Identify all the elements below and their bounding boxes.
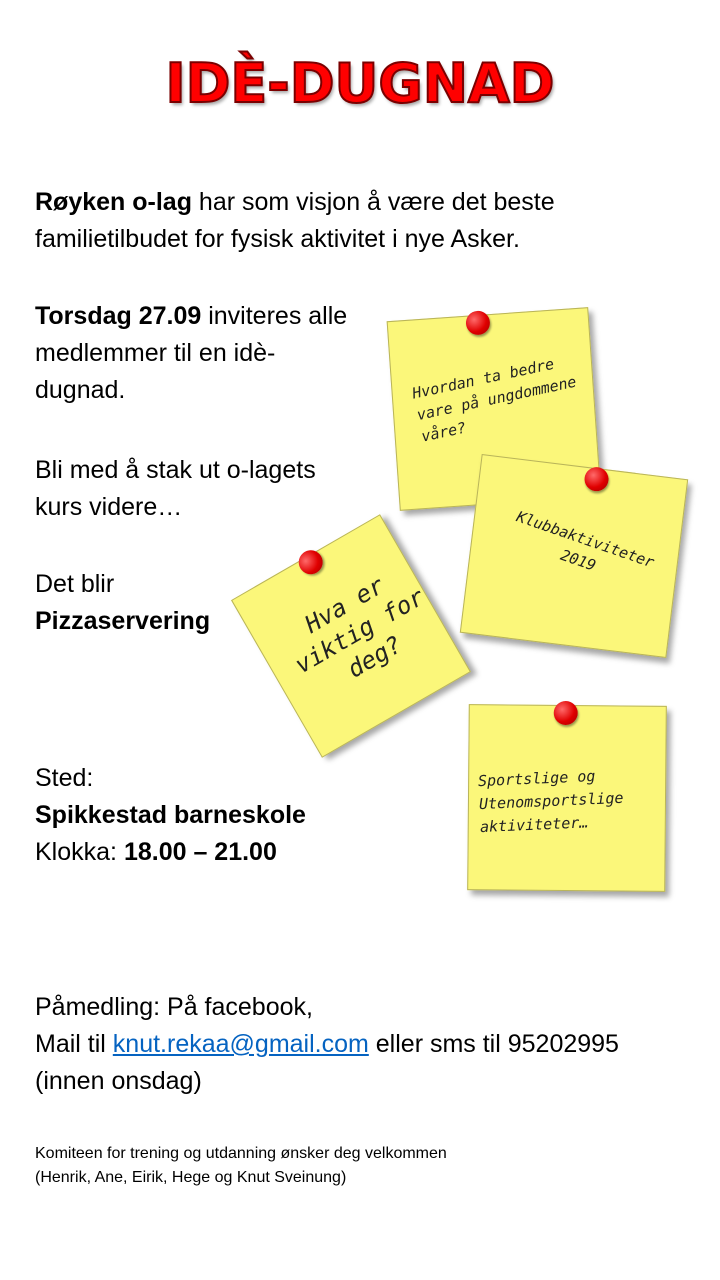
time-label: Klokka: (35, 838, 124, 866)
event-date: Torsdag 27.09 (35, 302, 202, 330)
email-link[interactable]: knut.rekaa@gmail.com (112, 1030, 369, 1058)
place-paragraph (35, 760, 435, 871)
footer-line-2: (Henrik, Ane, Eirik, Hege og Knut Sveinung) (35, 1169, 347, 1186)
food-item: Pizzaservering (35, 607, 211, 635)
intro-text: har som visjon å være det beste familietilbudet for fysisk aktivitet i nye Asker. (35, 188, 555, 253)
invite-paragraph (35, 298, 355, 409)
note-text: Klubbaktiviteter 2019 (514, 507, 657, 575)
pushpin-icon (465, 310, 491, 336)
food-intro: Det blir (35, 570, 115, 598)
intro-paragraph (35, 184, 675, 258)
pushpin-icon (583, 466, 610, 493)
signup-line: Påmedling: På facebook, (35, 993, 313, 1021)
note-text: Sportslige og Utenomsportslige aktiviteter… (477, 767, 624, 837)
club-name: Røyken o-lag (35, 188, 192, 216)
note-text: Hva er viktig for deg? (290, 571, 430, 684)
page-title: IDÈ-DUGNAD (165, 52, 555, 115)
footer-line-1: Komiteen for trening og utdanning ønsker deg velkommen (35, 1145, 447, 1162)
invite-text: inviteres alle medlemmer til en idè-dugnad. (35, 302, 348, 404)
place-label: Sted: (35, 764, 94, 792)
mail-prefix: Mail til (35, 1030, 113, 1058)
pushpin-icon (554, 701, 578, 725)
pushpin-icon (294, 546, 327, 579)
sticky-note-club-activities (460, 454, 688, 658)
footer (35, 1142, 685, 1190)
event-time: 18.00 – 21.00 (123, 838, 277, 866)
mail-suffix: eller sms til 95202995 (innen onsdag) (35, 1030, 619, 1095)
sticky-note-activities (467, 704, 667, 892)
note-text: Hvordan ta bedre vare på ungdommene våre? (410, 354, 578, 446)
join-paragraph: Bli med å stak ut o-lagets kurs videre… (35, 456, 316, 521)
sticky-note-important (231, 514, 471, 758)
venue-name: Spikkestad barneskole (35, 801, 306, 829)
signup-paragraph (35, 989, 675, 1100)
